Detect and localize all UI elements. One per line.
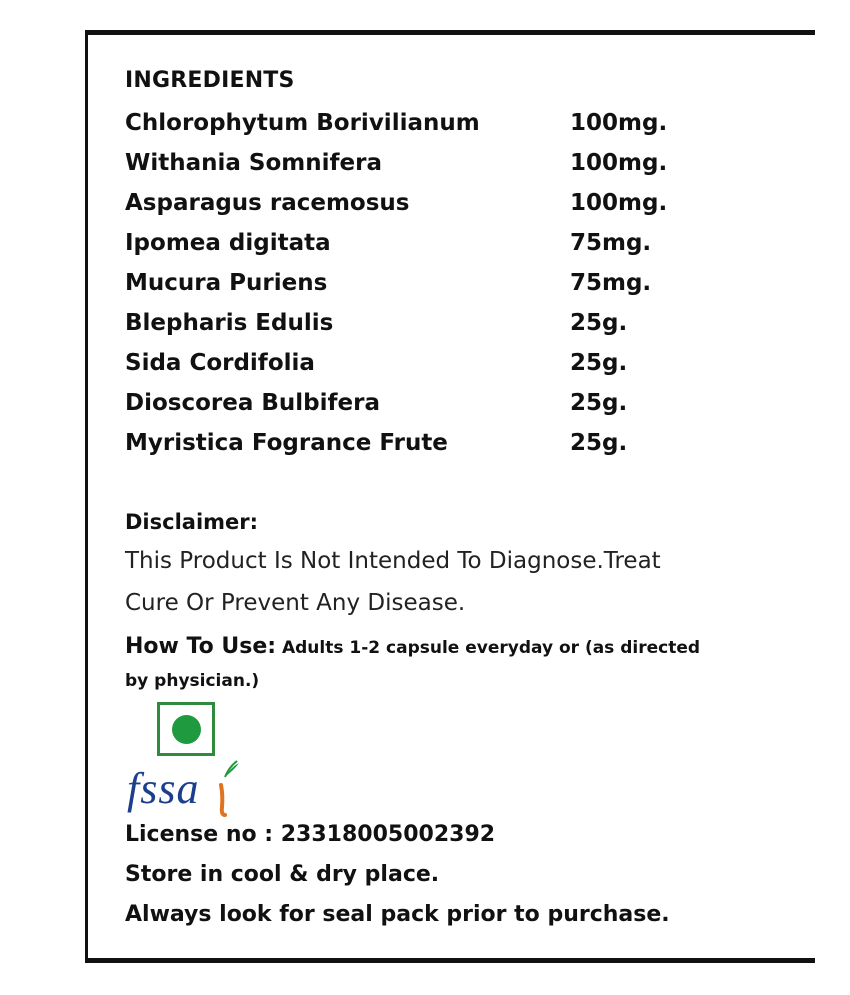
ingredients-heading: INGREDIENTS [125, 68, 295, 93]
veg-mark-icon [157, 702, 215, 756]
ingredient-quantity: 75mg. [570, 230, 652, 256]
veg-dot-icon [172, 715, 201, 744]
how-to-use [125, 630, 725, 698]
how-to-use-label: How To Use: [125, 634, 277, 659]
svg-text:fssa: fssa [127, 764, 200, 813]
storage-instruction: Store in cool & dry place. [125, 862, 440, 887]
disclaimer-line: Cure Or Prevent Any Disease. [125, 590, 466, 616]
ingredient-quantity: 25g. [570, 390, 628, 416]
fssai-logo-icon [125, 755, 245, 825]
ingredient-name: Ipomea digitata [125, 230, 331, 256]
ingredient-quantity: 25g. [570, 350, 628, 376]
ingredient-quantity: 100mg. [570, 110, 668, 136]
ingredient-name: Myristica Fogrance Frute [125, 430, 448, 456]
ingredient-name: Withania Somnifera [125, 150, 382, 176]
ingredient-name: Dioscorea Bulbifera [125, 390, 380, 416]
ingredient-name: Mucura Puriens [125, 270, 328, 296]
disclaimer-title: Disclaimer: [125, 510, 259, 534]
ingredient-quantity: 100mg. [570, 190, 668, 216]
ingredient-name: Sida Cordifolia [125, 350, 315, 376]
license-number: License no : 23318005002392 [125, 822, 496, 847]
ingredient-quantity: 75mg. [570, 270, 652, 296]
ingredient-quantity: 25g. [570, 430, 628, 456]
ingredient-quantity: 25g. [570, 310, 628, 336]
seal-notice: Always look for seal pack prior to purchase. [125, 902, 670, 927]
how-to-use-text: Adults 1-2 capsule everyday or (as directed by physician.) [125, 638, 701, 691]
ingredient-name: Blepharis Edulis [125, 310, 334, 336]
ingredient-quantity: 100mg. [570, 150, 668, 176]
ingredient-name: Chlorophytum Borivilianum [125, 110, 480, 136]
disclaimer-line: This Product Is Not Intended To Diagnose.Treat [125, 548, 661, 574]
ingredient-name: Asparagus racemosus [125, 190, 410, 216]
